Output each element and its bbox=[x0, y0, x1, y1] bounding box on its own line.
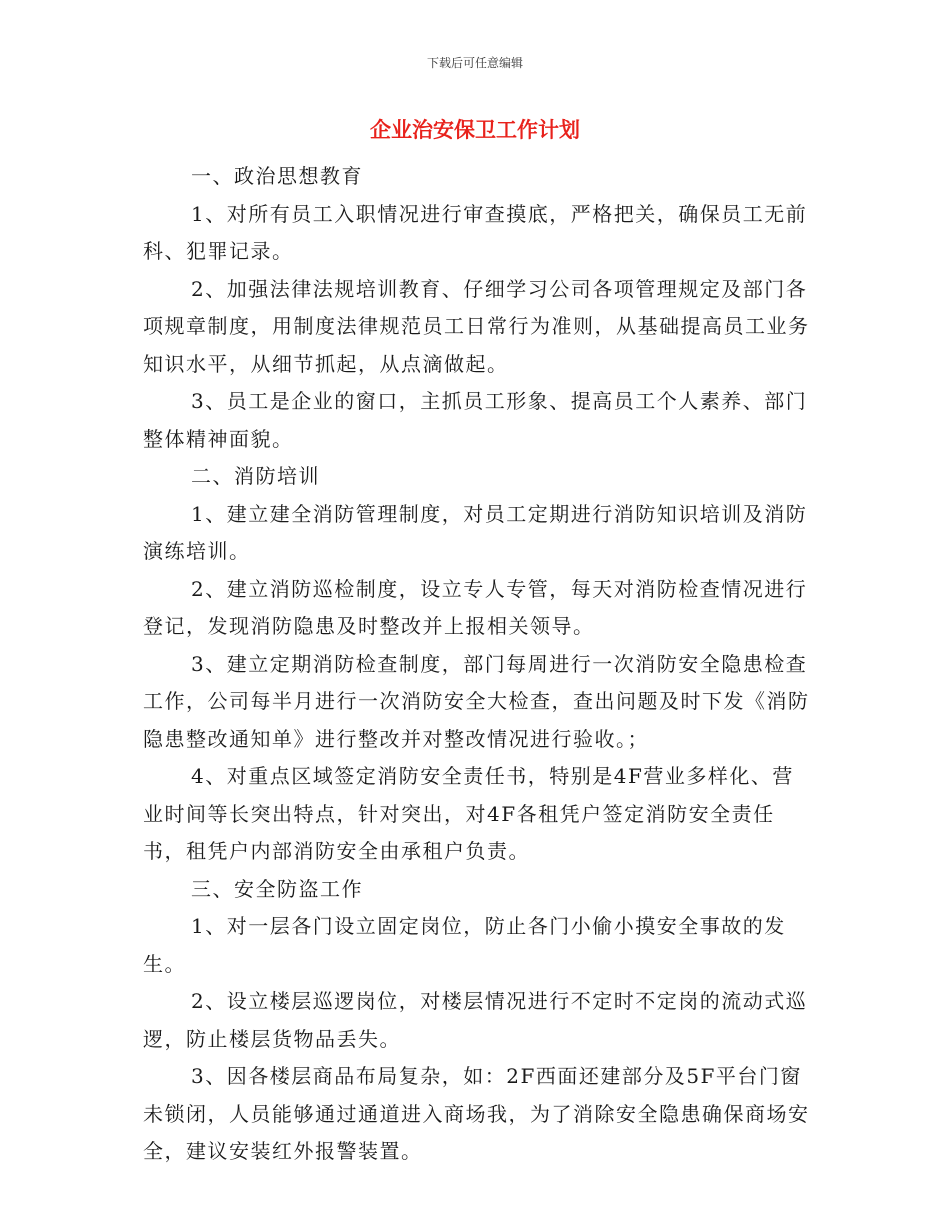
document-title: 企业治安保卫工作计划 bbox=[370, 117, 580, 142]
section-heading-2: 二、消防培训 bbox=[191, 464, 320, 488]
paragraph-2-1: 1、建立建全消防管理制度，对员工定期进行消防知识培训及消防演练培训。 bbox=[143, 501, 808, 563]
document-body bbox=[143, 158, 815, 1171]
paragraph-2-3: 3、建立定期消防检查制度，部门每周进行一次消防安全隐患检查工作，公司每半月进行一次消防安全大检查，查出问题及时下发《消防隐患整改通知单》进行整改并对整改情况进行验收。； bbox=[143, 651, 810, 751]
paragraph-2-4: 4、对重点区域签定消防安全责任书，特别是4F营业多样化、营业时间等长突出特点，针对突出，对4F各租凭户签定消防安全责任书，租凭户内部消防安全由承租户负责。 bbox=[143, 764, 794, 863]
paragraph-2-2: 2、建立消防巡检制度，设立专人专管，每天对消防检查情况进行登记，发现消防隐患及时整改并上报相关领导。 bbox=[143, 576, 808, 638]
paragraph-3-1: 1、对一层各门设立固定岗位，防止各门小偷小摸安全事故的发生。 bbox=[143, 914, 786, 976]
paragraph-1-1: 1、对所有员工入职情况进行审查摸底，严格把关，确保员工无前科、犯罪记录。 bbox=[143, 201, 808, 263]
section-heading-3: 三、安全防盗工作 bbox=[191, 876, 363, 901]
page-header-note: 下载后可任意编辑 bbox=[426, 56, 523, 70]
paragraph-1-3: 3、员工是企业的窗口，主抓员工形象、提高员工个人素养、部门整体精神面貌。 bbox=[143, 389, 808, 451]
paragraph-1-2: 2、加强法律法规培训教育、仔细学习公司各项管理规定及部门各项规章制度，用制度法律规范员工日常行为准则，从基础提高员工业务知识水平，从细节抓起，从点滴做起。 bbox=[143, 276, 810, 376]
paragraph-3-3: 3、因各楼层商品布局复杂，如：2F西面还建部分及5F平台门窗未锁闭，人员能够通过通道进入商场我，为了消除安全隐患确保商场安全，建议安装红外报警装置。 bbox=[143, 1064, 810, 1163]
paragraph-3-2: 2、设立楼层巡逻岗位，对楼层情况进行不定时不定岗的流动式巡逻，防止楼层货物品丢失。 bbox=[143, 989, 808, 1051]
section-heading-1: 一、政治思想教育 bbox=[191, 164, 363, 188]
